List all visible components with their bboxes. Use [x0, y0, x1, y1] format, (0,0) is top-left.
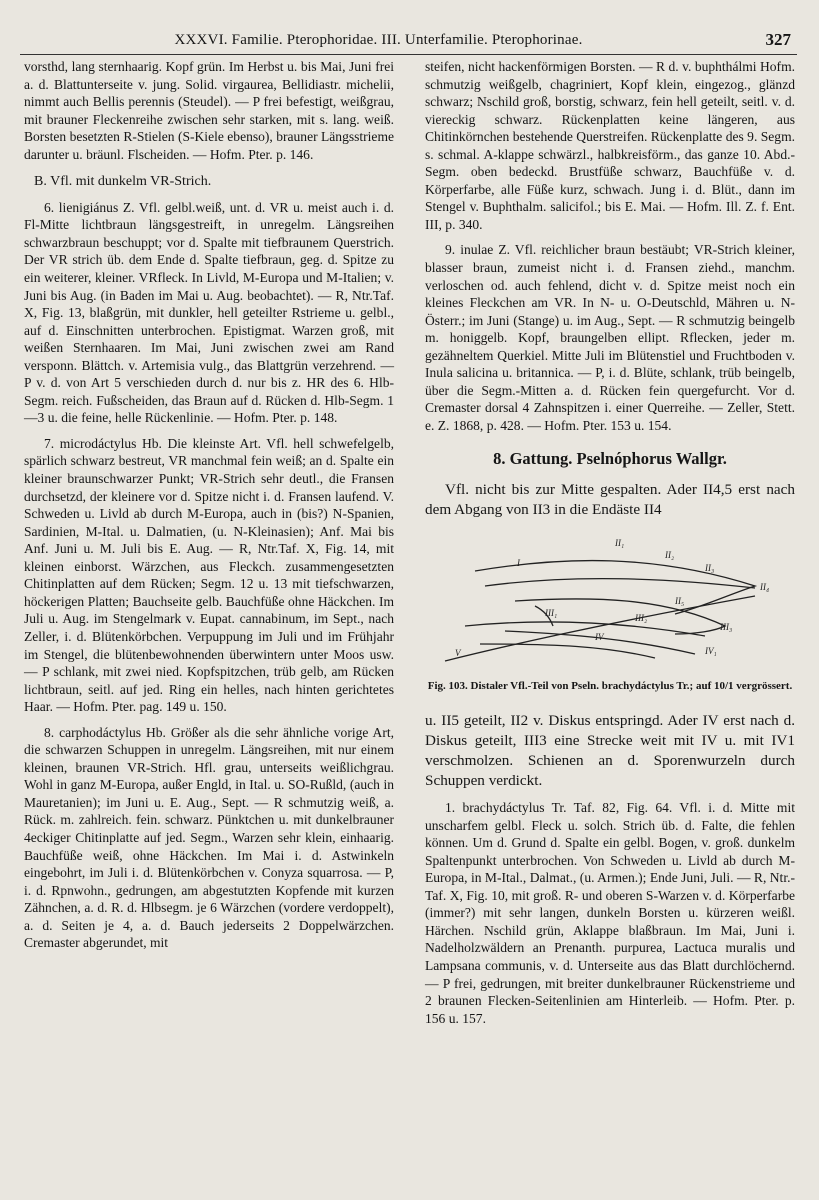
wing-venation-figure [425, 526, 795, 676]
label-IV: IV [595, 632, 604, 643]
label-IV1: IV₁ [705, 646, 717, 657]
genus-intro: Vfl. nicht bis zur Mitte gespalten. Ader II4,5 erst nach dem Abgang von II3 in die Endäste II4 [425, 481, 795, 519]
species-entry-lienigianus: 6. lienigiánus Z. Vfl. gelbl.weiß, unt. d. VR u. meist auch i. d. Fl-Mitte lichtbraun längsgestreift, in unregelm. Längsreihen schwarzbraun beschuppt; vor d. Spalte mit tiefbraunem Querstrich. Der VR strich üb. dem Ende d. Spalte tiefbraun, geg. d. Spitze zu ein weiterer, kleiner. VRfleck. In Livld, M-Europa und M-Italien; v. Juni bis Aug. (in Baden im Mai u. Aug. beobachtet). — R, Ntr.Taf. X, Fig. 13, blaßgrün, mit dunkler, hell geteilter Rstrieme u. gelbl., auf d. Einschnitten unterbrochen. Epistigmat. Warzen groß, mit weißen Sternhaaren. Im Mai, Juni zwischen zwei am Rand versponn. Blättch. v. Artemisia vulg., das Blattgrün verzehrend. — P v. d. von Art 5 verschieden durch d. nur bis z. HR des 6. Hlb-Segm. reich. Fußscheiden, das Braun auf d. Rücken d. Hlb-Segm. 1—3 u. die feine, helle Rückenlinie. — Hofm. Pter. p. 148. [24, 199, 394, 426]
section-heading-b: B. Vfl. mit dunkelm VR-Strich. [34, 174, 212, 190]
label-II5: II₅ [675, 596, 685, 607]
continued-paragraph-right: steifen, nicht hackenförmigen Borsten. — R d. v. buphthálmi Hofm. schmutzig weißgelb, chagriniert, Kopf klein, eingezog., glänzd schwarz; Nschild groß, borstig, schwarz, fein hell geteilt, seitl. v. d. viereckig schwarz. Rückenplatten keine längeren, aus Chitinkörnchen bestehende Querstreifen. Rückenplatte des 9. Segm. s. schmal. A-klappe schwärzl., halbkreisförm., das ganze 10. Abd.-Segm. oben bedeckd. Brustfüße schwarz, Bauchfüße v. d. Körperfarbe, alle Füße kurz, schwach. Jung i. d. Blüt., dann im Stengel v. Buphthalm. salicifol.; bis E. Mai. — Hofm. Ill. Z. f. Ent. III, p. 340. [425, 59, 795, 232]
continued-paragraph: vorsthd, lang sternhaarig. Kopf grün. Im Herbst u. bis Mai, Juni frei a. d. Blattunterseite v. jung. Solid. virgaurea, Bellidiastr. michelii, nimmt auch Bellis perennis (Steudel). — P frei befestigt, weißgrau, mit brauner Fleckenreihe zwischen sehr starken, mit s. lang. weiß. Borsten besetzten R-Stielen (S-Kiele ebenso), brauner Längsstrieme darunter u. bräunl. Flscheiden. — Hofm. Pter. p. 146. [24, 59, 394, 162]
species-entry-microdactylus: 7. microdáctylus Hb. Die kleinste Art. Vfl. hell schwefelgelb, spärlich schwarz bestreut, VR manchmal fein weiß; an d. Spalte ein kleiner braunschwarzer Punkt; VR-Strich sehr deutl., die Fransen durchsetzd, der kleinere vor d. Spitze nicht i. d. Fransen laufend. V. Schweden u. Livld ab durch M-Europa, auch in (bis?) N-Spanien, Sardinien, M-Ital. u. Dalmatien, (u. N-Kleinasien); Anf. Mai bis Anf. Juni u. M. Juli bis E. Aug. — R, Ntr.Taf. X, Fig. 14, mit kleinen einborst. Wärzchen, aus Fleckch. zusammengesetzten Chitinplatten auf dem Rücken; Segm. 12 u. 13 mit tiefschwarzen, höckerigen Platten; Bauchseite gelb. Bauchfüße ohne Häckchen. Im Juli u. Aug. im Stengelmark v. Eupat. cannabinum, im Sept., nach Zeller, i. d. Blütenkörbchen. Verpuppung im Juli und im Frühjahr im Stengel, die blütenbewohnenden überwintern unter Moos usw. — P schlank, mit zwei nied. Kopfspitzchen, trüb gelb, am Rücken lichtbraun, seitl. auf jed. Ring ein helles, nach hinten gerichtetes Haar. — Hofm. Pter. pag. 149 u. 150. [24, 435, 394, 715]
right-column [425, 58, 795, 1027]
label-III1: III₁ [545, 608, 558, 619]
page-number: 327 [765, 30, 791, 49]
running-title: XXXVI. Familie. Pterophoridae. III. Unterfamilie. Pterophorinae. [174, 32, 583, 48]
species-entry-carphodactylus: 8. carphodáctylus Hb. Größer als die sehr ähnliche vorige Art, die schwarzen Schuppen in unregelm. Längsreihen, mit nur einem kleinen, braunen VR-Strich. Hfl. grau, unterseits weißlichgrau. Wohl in ganz M-Europa, außer Engld, in Ital. u. SO-Rußld, (auch in Mauretanien); im Juni u. E. Aug., Sept. — R schmutzig weiß, a. Rück. m. zahlreich. fein. schwarz. Pünktchen u. mit dunkelbrauner 4eckiger Chitinplatte auf jed. Segm., Warzen sehr klein, einhaarig. Bauchfüße weiß, ohne Häckchen. Im Mai i. d. Astwinkeln eingebohrt, im Juli i. d. Blütenkörbchen v. Conyza squarrosa. — P, i. d. Rpnwohn., gedrungen, am abgestutzten Kopfende mit kurzen Zähnchen, a. d. R. d. Hlbsegm. je 6 Wärzchen (vordere verdoppelt), a. d. Seiten je 4, a. d. Bauch jederseits 2 Doppelwärzchen. Cremaster abgerundet, mit [24, 724, 394, 951]
label-III3: III₃ [720, 622, 733, 633]
label-II1: II₁ [615, 538, 625, 549]
species-entry-brachydactylus: 1. brachydáctylus Tr. Taf. 82, Fig. 64. Vfl. i. d. Mitte mit unscharfem gelbl. Fleck u. solch. Strich üb. d. Falte, die fehlen können. Um d. Grund d. Spalte ein gelbl. Bogen, v. groß. dunkelm Spaltenpunkt unterbrochen. Von Schweden u. Livld ab durch M-Europa, in M-Ital., Dalmat., (u. Armen.); Ende Juni, Juli. — R, Ntr.-Taf. X, Fig. 10, mit groß. R- und oberen S-Warzen v. d. Körperfarbe (immer?) mit sehr langen, dunkeln Borsten u. kürzeren weißl. Härchen. Nschild grün, Aklappe blaßbraun. Im Mai, Juni i. Nadelholzwäldern an Prenanth. purpurea, Lactuca muralis und Lampsana communis, v. d. Unterseite aus das Blatt durchlöchernd. — P frei, gedrungen, mit breiter dunkelbrauner Rückenstrieme und 2 braunen Flecken-Seitenlinien am Hinterleib. — Hofm. Pter. p. 156 u. 157. [425, 800, 795, 1026]
running-header [20, 30, 797, 55]
label-II4: II₄ [760, 582, 770, 593]
label-V: V [455, 648, 461, 659]
genus-heading: 8. Gattung. Pselnóphorus Wallgr. [493, 449, 727, 469]
label-III2: III₂ [635, 613, 648, 624]
genus-description-cont: u. II5 geteilt, II2 v. Diskus entspringd. Ader IV erst nach d. Diskus geteilt, III3 eine Strecke weit mit IV u. mit IV1 verschmolzen. Schienen an d. Sporenwurzeln durch Schuppen verdickt. [425, 712, 795, 790]
species-entry-inulae: 9. inulae Z. Vfl. reichlicher braun bestäubt; VR-Strich kleiner, blasser braun, zumeist nicht i. d. Fransen ziehd., manchm. verloschen od. auch fehlend, dicht v. d. Spitze meist noch ein kleines Fleckchen am VR. In N- u. O-Deutschld, Mähren u. N-Österr.; im Juni (Stange) u. im Aug., Sept. — R schmutzig beingelb m. honiggelb. Kopf, braungelben ellipt. Rflecken, jeder m. gezähneltem Querkiel. Mitte Juli im Blütenstiel und Fruchtboden v. Inula salicina u. britannica. — P, i. d. Blüte, schlank, trüb beingelb, über die Segm.-Mitten a. d. Rücken fein quergefurcht. Vor d. Cremaster dorsal 4 Zahnspitzen i. einer Querreihe. — Zeller, Stett. e. Z. 1868, p. 428. — Hofm. Pter. 153 u. 154. [425, 242, 795, 433]
label-I: I [517, 558, 520, 569]
label-II3: II₃ [705, 563, 715, 574]
label-II2: II₂ [665, 550, 675, 561]
left-column [24, 58, 394, 952]
wing-venation-drawing [425, 526, 795, 676]
figure-caption: Fig. 103. Distaler Vfl.-Teil von Pseln. brachydáctylus Tr.; auf 10/1 vergrössert. [427, 680, 793, 693]
